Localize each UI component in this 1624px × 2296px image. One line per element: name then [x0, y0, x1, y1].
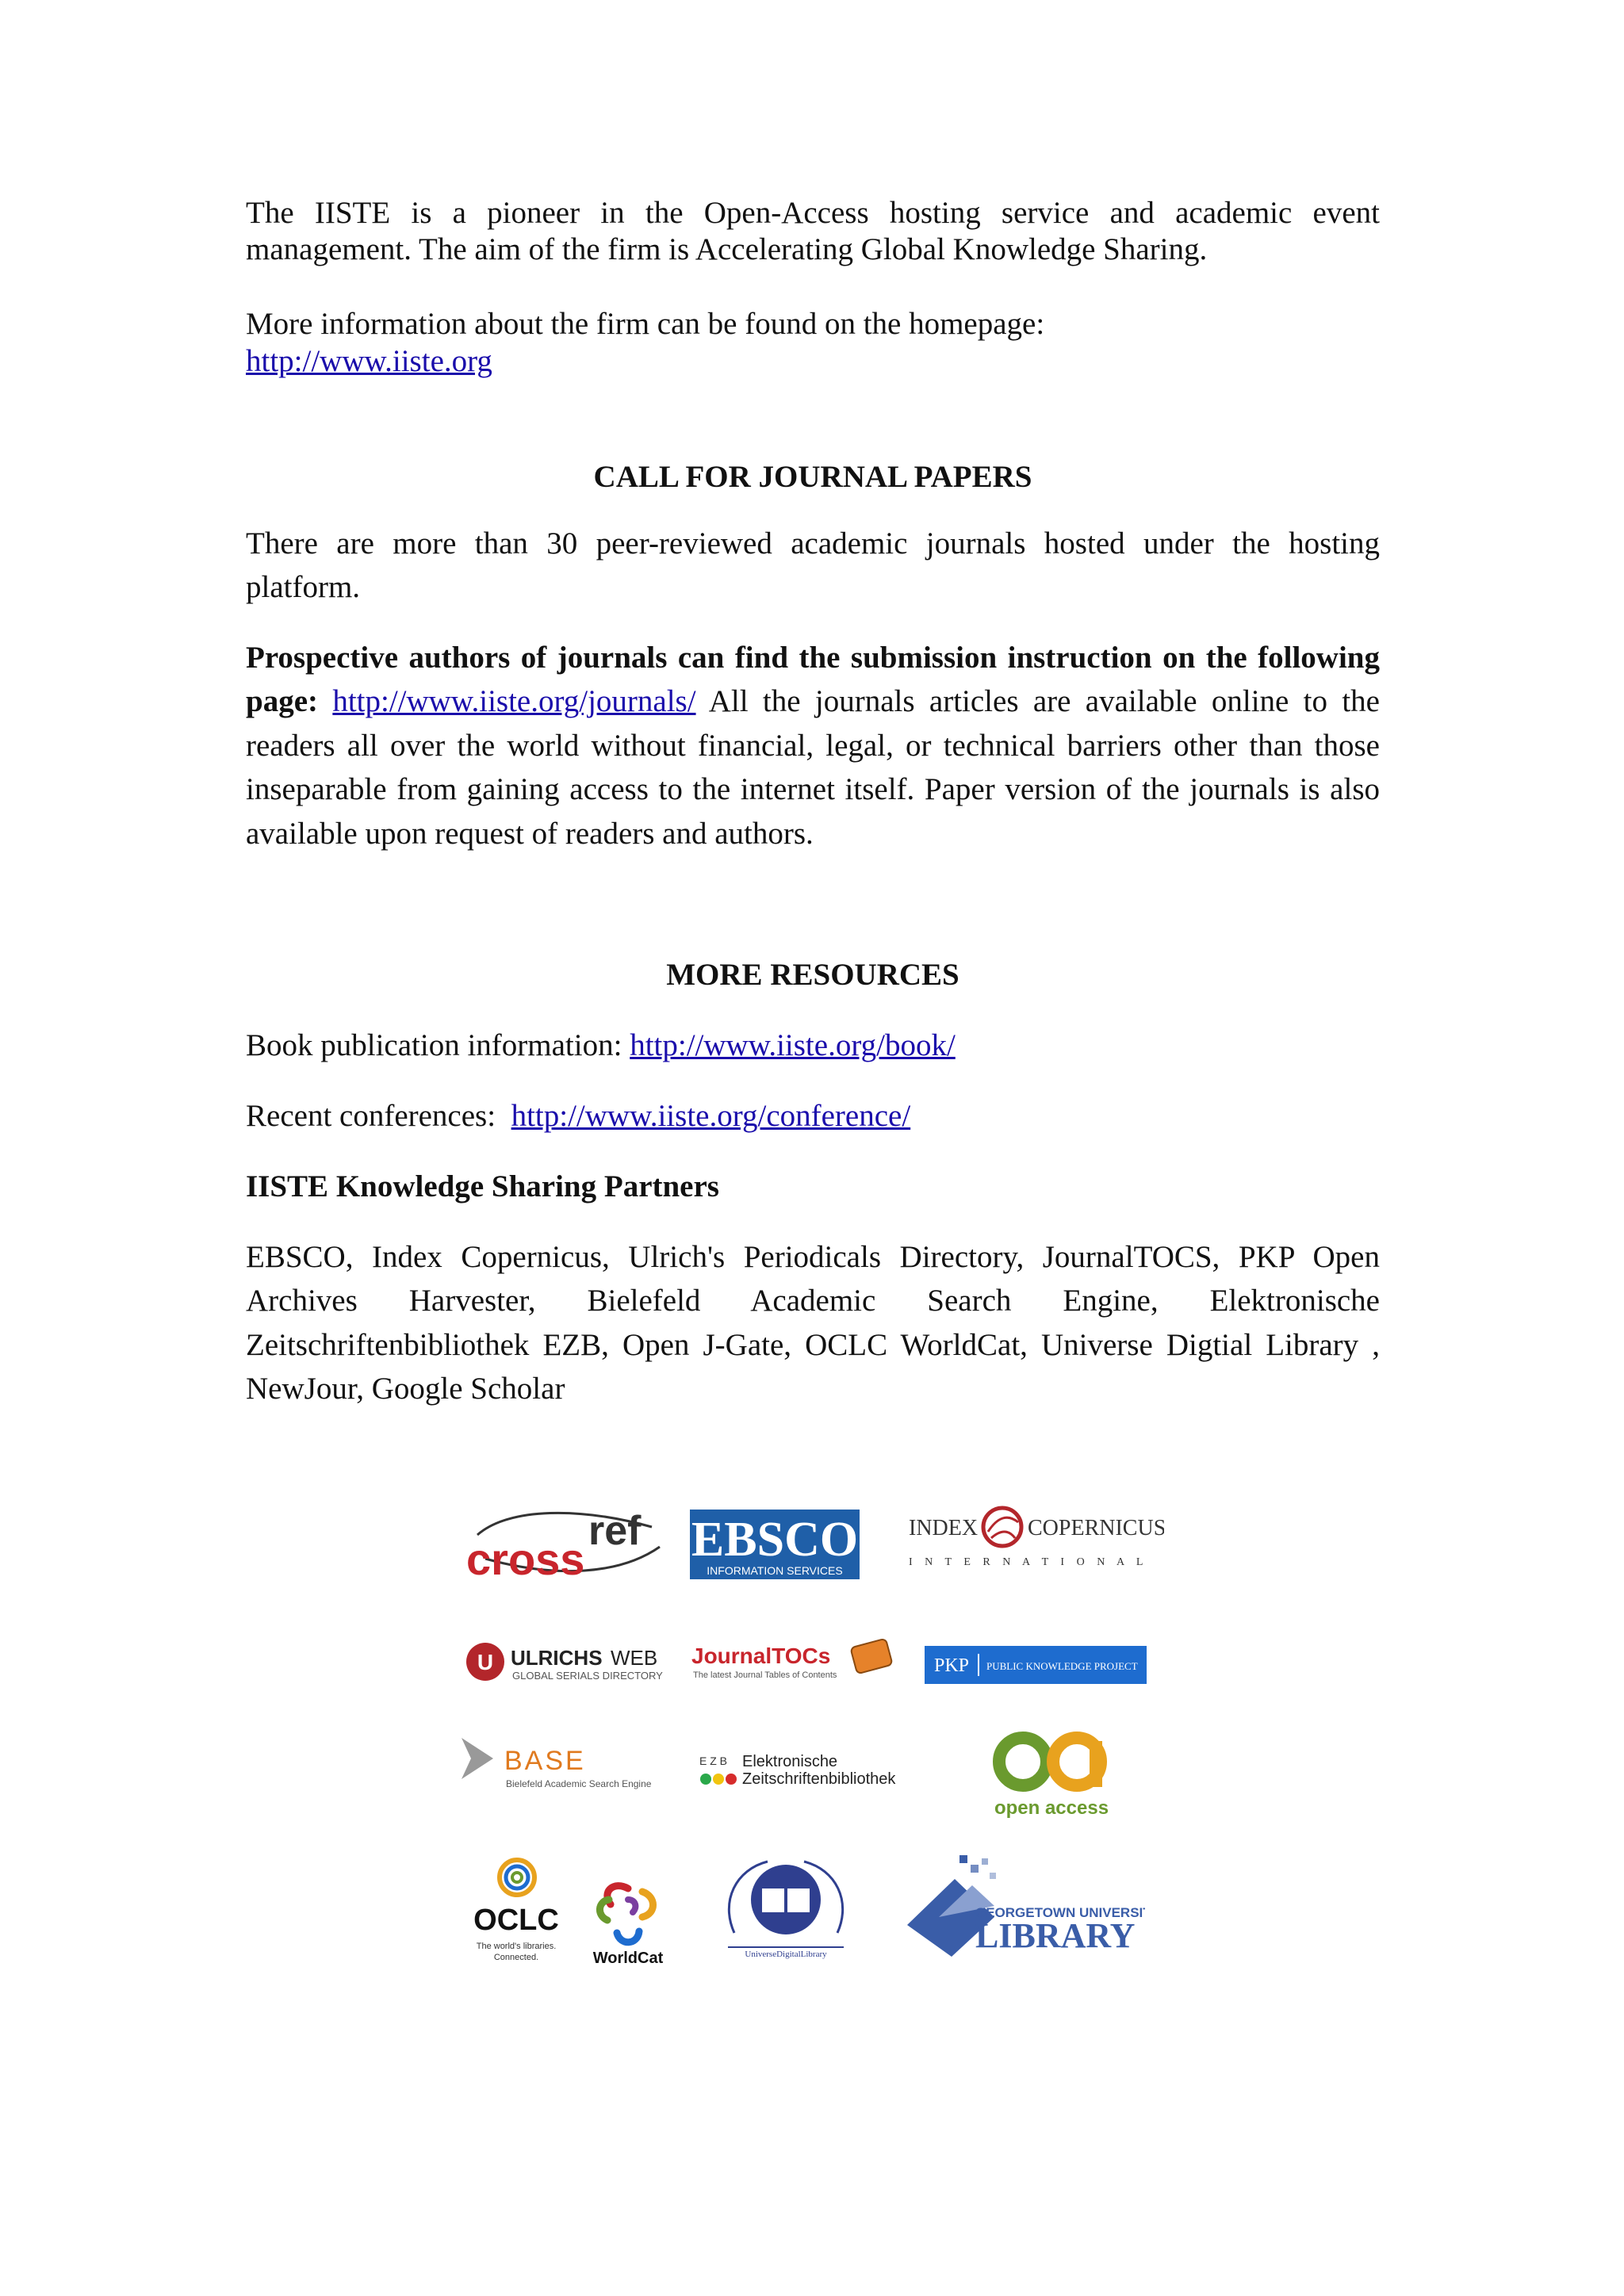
journal-papers-para1 [246, 522, 1380, 610]
index-copernicus-logo [909, 1502, 1164, 1573]
base-logo [462, 1738, 677, 1797]
svg-text:INFORMATION SERVICES: INFORMATION SERVICES [707, 1564, 843, 1577]
svg-text:ref: ref [588, 1508, 642, 1554]
submission-instruction-text: Prospective authors of journals can find the submission instruction on the following page: [246, 641, 1380, 719]
svg-text:Zeitschriftenbibliothek: Zeitschriftenbibliothek [742, 1770, 896, 1788]
svg-text:E Z B: E Z B [699, 1755, 728, 1767]
partners-list: EBSCO, Index Copernicus, Ulrich's Periodicals Directory, JournalTOCS, PKP Open Archives Harvester, Bielefeld Academic Search Engine, Elektronische Zeitschriftenbibliothek EZB, Open J-Gate, OCLC WorldCat, Universe Digtial Library , NewJour, Google Scholar [246, 1240, 1380, 1406]
svg-text:U: U [477, 1650, 494, 1674]
svg-text:cross: cross [466, 1534, 585, 1582]
availability-text: All the journals articles are available online to the readers all over the world without financial, legal, or technical barriers other than those inseparable from gaining access to the internet itself. Paper version of the journals is also available upon request of readers and authors. [246, 684, 1380, 851]
svg-text:GEORGETOWN UNIVERSITY: GEORGETOWN UNIVERSITY [975, 1905, 1145, 1920]
svg-text:PUBLIC KNOWLEDGE PROJECT: PUBLIC KNOWLEDGE PROJECT [986, 1660, 1138, 1672]
svg-text:UniverseDigitalLibrary: UniverseDigitalLibrary [745, 1950, 827, 1959]
open-access-logo [990, 1725, 1113, 1820]
svg-text:LIBRARY: LIBRARY [975, 1916, 1136, 1955]
intro-text: The IISTE is a pioneer in the Open-Access hosting service and academic event management. The aim of the firm is Accelerating Global Knowledge Sharing. [246, 196, 1380, 267]
svg-text:COPERNICUS: COPERNICUS [1028, 1516, 1164, 1540]
universe-digital-library-logo [720, 1854, 852, 1961]
conference-link[interactable]: http://www.iiste.org/conference/ [511, 1099, 911, 1133]
ebsco-logo [690, 1510, 860, 1579]
svg-text:BASE: BASE [504, 1746, 586, 1776]
oclc-logo [465, 1854, 568, 1968]
journals-link[interactable]: http://www.iiste.org/journals/ [332, 684, 696, 719]
svg-text:JournalTOCs: JournalTOCs [691, 1644, 831, 1668]
pkp-logo [925, 1646, 1147, 1684]
svg-text:I N T E R N A T I O N A L: I N T E R N A T I O N A L [909, 1556, 1148, 1568]
homepage-text: More information about the firm can be found on the homepage: [246, 307, 1045, 341]
svg-text:The latest Journal Tables of C: The latest Journal Tables of Contents [693, 1670, 837, 1680]
svg-text:WorldCat: WorldCat [592, 1950, 664, 1967]
svg-text:Elektronische: Elektronische [742, 1753, 838, 1770]
svg-text:INDEX: INDEX [909, 1516, 979, 1540]
svg-text:OCLC: OCLC [473, 1904, 559, 1937]
svg-text:WEB: WEB [611, 1646, 658, 1670]
ulrichsweb-logo [466, 1638, 682, 1687]
svg-text:GLOBAL SERIALS DIRECTORY: GLOBAL SERIALS DIRECTORY [512, 1670, 663, 1682]
svg-text:open access: open access [994, 1797, 1109, 1819]
journal-papers-para2 [246, 636, 1380, 855]
book-label: Book publication information: [246, 1028, 630, 1062]
book-info [246, 1024, 1380, 1067]
book-link[interactable]: http://www.iiste.org/book/ [630, 1028, 956, 1062]
conference-info [246, 1094, 1380, 1138]
resources-heading: MORE RESOURCES [666, 958, 959, 992]
partners-heading: IISTE Knowledge Sharing Partners [246, 1169, 719, 1203]
svg-text:Connected.: Connected. [493, 1953, 539, 1962]
homepage-info [246, 306, 1380, 381]
svg-text:PKP: PKP [934, 1655, 970, 1676]
ezb-logo [699, 1749, 907, 1793]
intro-paragraph [246, 195, 1380, 268]
journal-count-text: There are more than 30 peer-reviewed academic journals hosted under the hosting platform. [246, 526, 1380, 605]
journal-papers-heading: CALL FOR JOURNAL PAPERS [593, 460, 1032, 494]
svg-text:The world's libraries.: The world's libraries. [476, 1942, 557, 1951]
conference-label: Recent conferences: [246, 1099, 511, 1133]
crossref-logo [462, 1503, 669, 1582]
georgetown-library-logo [907, 1854, 1145, 1960]
homepage-link[interactable]: http://www.iiste.org [246, 343, 492, 378]
journaltocs-logo [691, 1635, 898, 1687]
worldcat-logo [590, 1873, 666, 1968]
svg-text:Bielefeld Academic Search Engi: Bielefeld Academic Search Engine [506, 1778, 652, 1789]
svg-text:ULRICHS: ULRICHS [511, 1646, 603, 1670]
svg-text:EBSCO: EBSCO [691, 1513, 859, 1567]
